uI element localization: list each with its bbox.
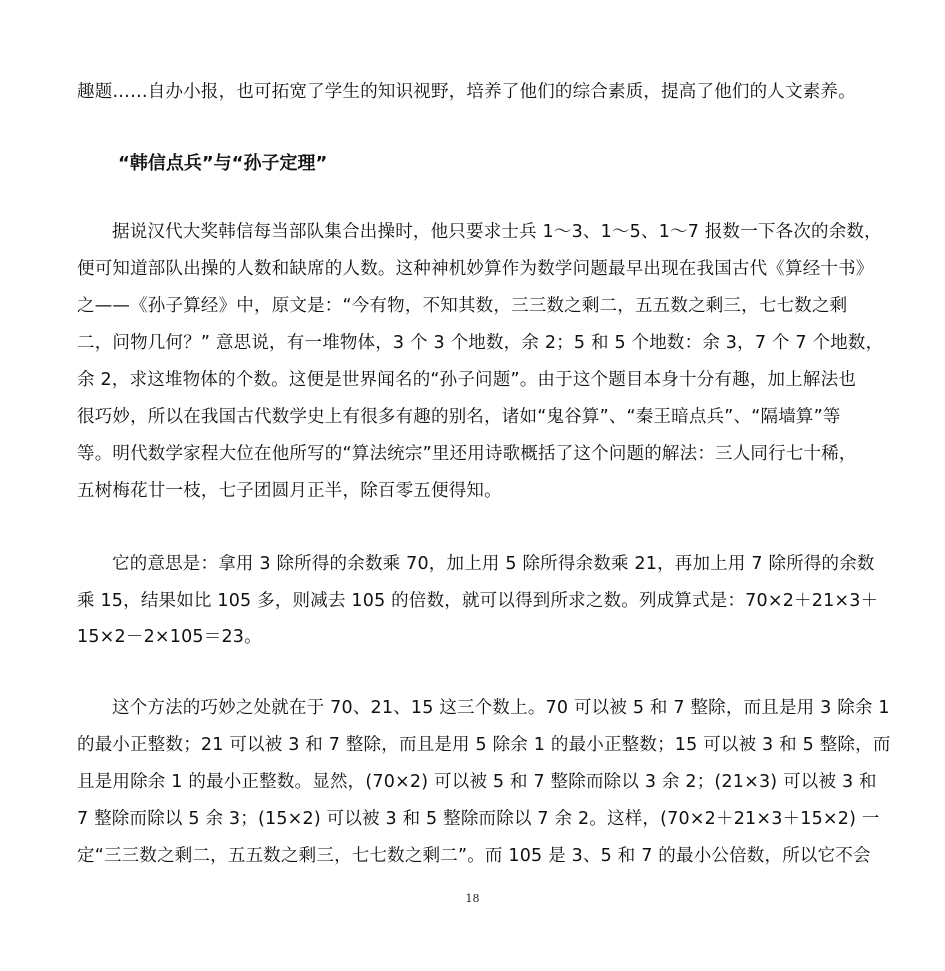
paragraph-line: 定“三三数之剩二，五五数之剩三，七七数之剩二”。而 105 是 3、5 和 7 的最小公倍数，所以它不会 <box>77 846 871 866</box>
page-number: 18 <box>465 892 480 905</box>
paragraph-line: 乘 15，结果如比 105 多，则减去 105 的倍数，就可以得到所求之数。列成算式是：70×2＋21×3＋ <box>77 591 879 611</box>
paragraph-line: 很巧妙，所以在我国古代数学史上有很多有趣的别名，诸如“鬼谷算”、“秦王暗点兵”、“隔墙算”等 <box>77 407 841 427</box>
paragraph-line: 它的意思是：拿用 3 除所得的余数乘 70，加上用 5 除所得余数乘 21，再加上用 7 除所得的余数 <box>112 554 875 574</box>
paragraph-line: 五树梅花廿一枝，七子团圆月正半，除百零五便得知。 <box>77 481 502 501</box>
paragraph-line: 这个方法的巧妙之处就在于 70、21、15 这三个数上。70 可以被 5 和 7 整除，而且是用 3 除余 1 <box>112 698 890 718</box>
intro-tail-line: 趣题……自办小报，也可拓宽了学生的知识视野，培养了他们的综合素质，提高了他们的人文素养。 <box>77 82 856 102</box>
section-heading: “韩信点兵”与“孙子定理” <box>118 153 328 174</box>
paragraph-line: 便可知道部队出操的人数和缺席的人数。这种神机妙算作为数学问题最早出现在我国古代《算经十书》 <box>77 259 874 279</box>
paragraph-line: 余 2，求这堆物体的个数。这便是世界闻名的“孙子问题”。由于这个题目本身十分有趣，加上解法也 <box>77 370 857 390</box>
paragraph-line: 二，问物几何？” 意思说，有一堆物体，3 个 3 个地数，余 2；5 和 5 个地数：余 3，7 个 7 个地数， <box>77 333 884 353</box>
paragraph-line: 的最小正整数；21 可以被 3 和 7 整除，而且是用 5 除余 1 的最小正整数；15 可以被 3 和 5 整除，而 <box>77 735 891 755</box>
paragraph-line: 7 整除而除以 5 余 3；(15×2) 可以被 3 和 5 整除而除以 7 余 2。这样，(70×2＋21×3＋15×2) 一 <box>77 809 880 829</box>
paragraph-line: 等。明代数学家程大位在他所写的“算法统宗”里还用诗歌概括了这个问题的解法：三人同行七十稀， <box>77 444 857 464</box>
paragraph-line: 且是用除余 1 的最小正整数。显然，(70×2) 可以被 5 和 7 整除而除以 3 余 2；(21×3) 可以被 3 和 <box>77 772 877 792</box>
paragraph-line: 之——《孙子算经》中，原文是：“今有物，不知其数，三三数之剩二，五五数之剩三，七七数之剩 <box>77 296 848 316</box>
paragraph-line: 15×2－2×105＝23。 <box>77 627 262 647</box>
paragraph-line: 据说汉代大奖韩信每当部队集合出操时，他只要求士兵 1～3、1～5、1～7 报数一下各次的余数， <box>112 222 882 242</box>
